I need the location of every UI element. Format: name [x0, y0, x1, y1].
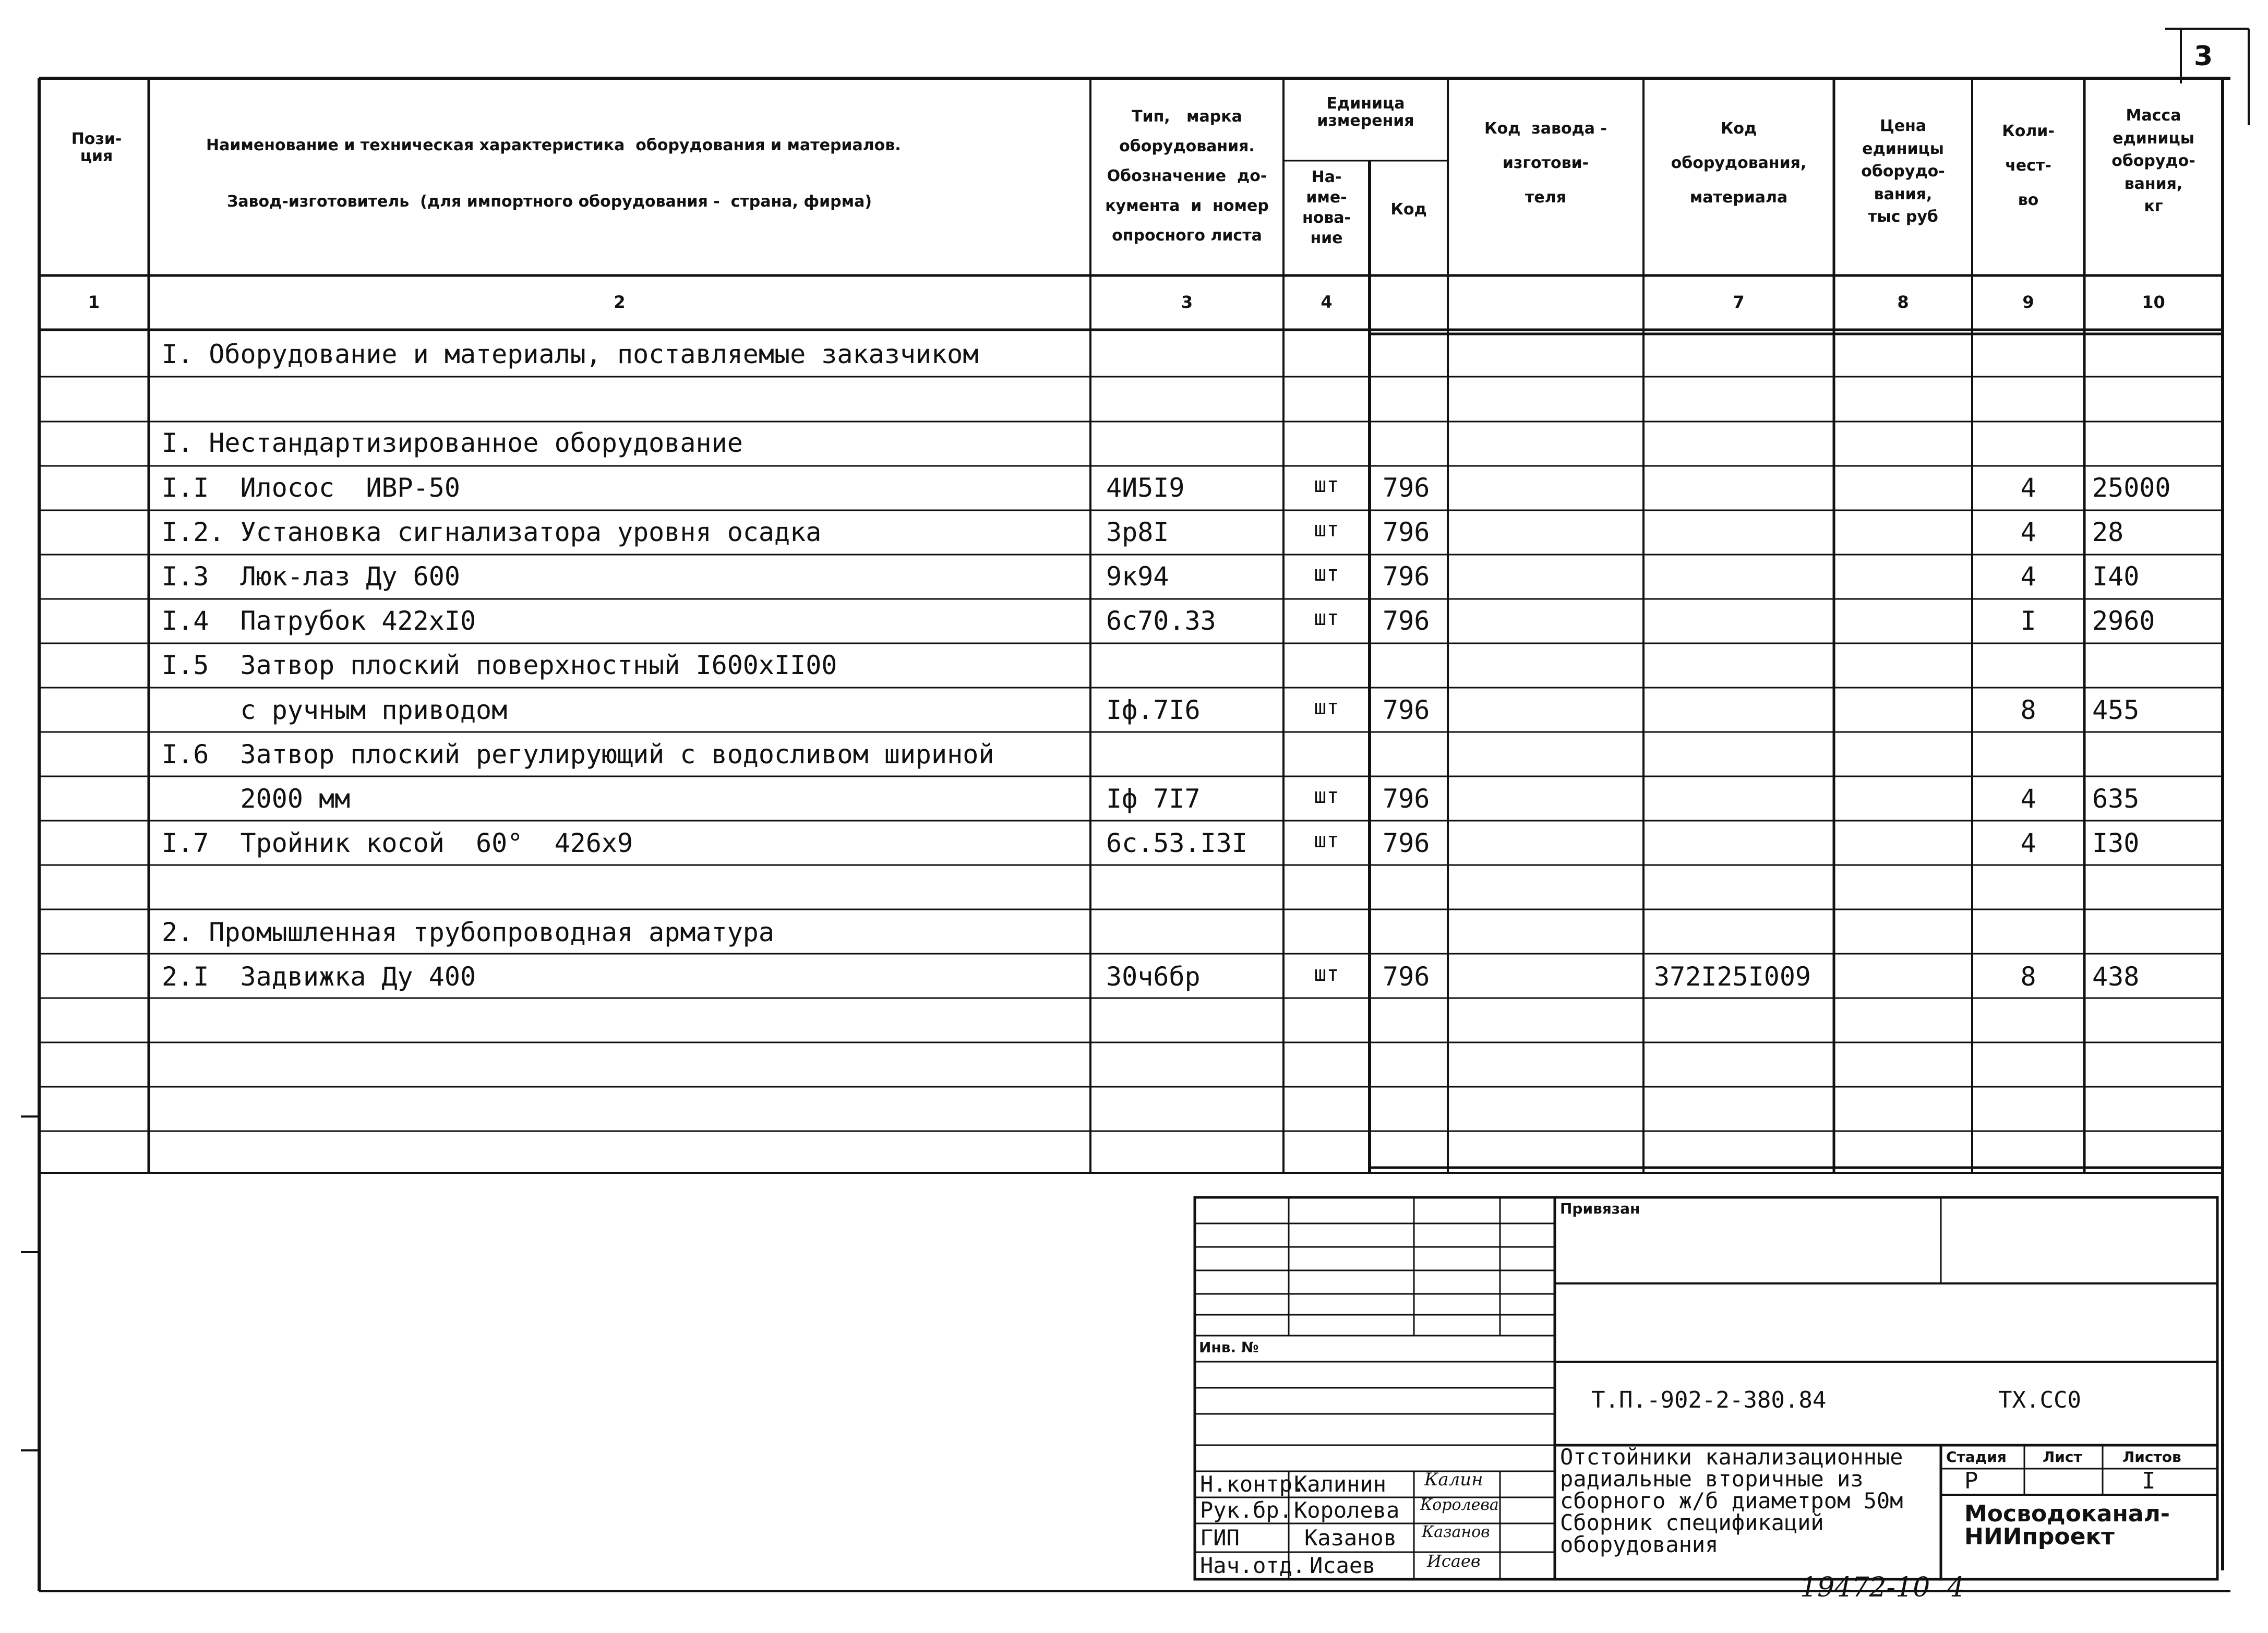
cell-type: 30ч6бр	[1106, 961, 1201, 992]
column-number-3: 3	[1181, 292, 1193, 312]
cell-unit-code: 796	[1383, 561, 1430, 592]
cell-type: 4И5I9	[1106, 472, 1185, 503]
cell-name: с ручным приводом	[162, 694, 508, 725]
cell-type: 6с.53.I3I	[1106, 828, 1247, 859]
cell-unit-code: 796	[1383, 517, 1430, 547]
column-number-9: 9	[2022, 292, 2034, 312]
cell-unit: шт	[1314, 562, 1339, 586]
header-unit-name: На- име- нова- ние	[1302, 168, 1351, 247]
cell-unit: шт	[1314, 473, 1339, 497]
column-number-8: 8	[1897, 292, 1909, 312]
cell-mass: 25000	[2092, 472, 2171, 503]
sign-role-2: Рук.бр.	[1200, 1497, 1293, 1523]
header-price: Цена единицы оборудо- вания, тыс руб	[1861, 117, 1945, 226]
signature-2: Королева	[1420, 1496, 1499, 1514]
cell-name: I.I Илосос ИВР-50	[162, 472, 460, 503]
cell-type: 6с70.33	[1106, 606, 1216, 637]
sign-role-1: Н.контр.	[1200, 1471, 1306, 1497]
cell-mass: I40	[2092, 561, 2140, 592]
signature-1: Калин	[1424, 1469, 1483, 1490]
column-number-10: 10	[2142, 292, 2165, 312]
header-type: Тип, марка оборудования. Обозначение до- кумента и номер опросного листа	[1105, 107, 1269, 245]
sign-name-3: Казанов	[1304, 1525, 1397, 1551]
cell-mass: I30	[2092, 828, 2140, 859]
cell-quantity: 4	[2020, 828, 2036, 859]
signature-3: Казанов	[1422, 1523, 1490, 1541]
column-number-4: 4	[1321, 292, 1333, 312]
cell-unit-code: 796	[1383, 606, 1430, 637]
cell-unit: шт	[1314, 784, 1339, 808]
cell-quantity: 4	[2020, 472, 2036, 503]
sheets-value: I	[2142, 1468, 2156, 1494]
cell-quantity: 8	[2020, 694, 2036, 725]
header-position: Пози- ция	[71, 130, 122, 165]
cell-type: Iф 7I7	[1106, 784, 1201, 814]
cell-name: I. Нестандартизированное оборудование	[162, 428, 743, 459]
inventory-label: Инв. №	[1199, 1339, 1259, 1356]
cell-name: I.5 Затвор плоский поверхностный I600хII00	[162, 650, 837, 681]
signature-4: Исаев	[1427, 1551, 1481, 1571]
sign-name-2: Королева	[1294, 1497, 1400, 1523]
cell-unit-code: 796	[1383, 784, 1430, 814]
sheet-number: 3	[2194, 41, 2213, 72]
cell-unit-code: 796	[1383, 472, 1430, 503]
cell-name: 2.I Задвижка Ду 400	[162, 961, 476, 992]
cell-mass: 2960	[2092, 606, 2155, 637]
sign-role-4: Нач.отд.	[1200, 1553, 1306, 1578]
cell-type: 3р8I	[1106, 517, 1169, 547]
cell-type: 9к94	[1106, 561, 1169, 592]
cell-unit: шт	[1314, 828, 1339, 853]
stage-value: Р	[1964, 1468, 1978, 1494]
document-title: Отстойники канализационные радиальные вторичные из сборного ж/б диаметром 50м Сборник спецификаций оборудования	[1560, 1444, 1903, 1557]
header-equipment-code: Код оборудования, материала	[1671, 119, 1807, 207]
sheets-label: Листов	[2122, 1448, 2181, 1466]
cell-quantity: 4	[2020, 784, 2036, 814]
header-mass: Масса единицы оборудо- вания, кг	[2111, 106, 2195, 215]
cell-quantity: 4	[2020, 517, 2036, 547]
cell-name: I.2. Установка сигнализатора уровня осадка	[162, 517, 822, 547]
document-code: ТХ.СС0	[1998, 1387, 2081, 1413]
cell-quantity: I	[2020, 606, 2036, 637]
cell-name: I.3 Люк-лаз Ду 600	[162, 561, 460, 592]
sign-role-3: ГИП	[1200, 1525, 1240, 1551]
header-name-line1: Наименование и техническая характеристика оборудования и материалов.	[206, 136, 901, 154]
archive-number: 19472-10 4	[1800, 1572, 1965, 1603]
cell-unit: шт	[1314, 606, 1339, 631]
cell-quantity: 4	[2020, 561, 2036, 592]
cell-name: I.7 Тройник косой 60° 426х9	[162, 828, 633, 859]
stage-label: Стадия	[1946, 1448, 2007, 1466]
sign-name-1: Калинин	[1294, 1471, 1387, 1497]
header-name-line2: Завод-изготовитель (для импортного оборудования - страна, фирма)	[227, 193, 872, 211]
organization: Мосводоканал- НИИпроект	[1964, 1500, 2170, 1550]
header-factory-code: Код завода - изготови- теля	[1484, 119, 1607, 207]
cell-mass: 455	[2092, 694, 2140, 725]
header-unit-group: Единица измерения	[1317, 94, 1414, 130]
cell-unit: шт	[1314, 517, 1339, 542]
cell-unit-code: 796	[1383, 961, 1430, 992]
cell-mass: 438	[2092, 961, 2140, 992]
cell-type: Iф.7I6	[1106, 694, 1201, 725]
sign-name-4: Исаев	[1310, 1553, 1376, 1578]
column-number-2: 2	[614, 292, 626, 312]
header-unit-code: Код	[1390, 200, 1427, 219]
cell-name: I.4 Патрубок 422хI0	[162, 606, 476, 637]
cell-unit: шт	[1314, 962, 1339, 986]
cell-mass: 28	[2092, 517, 2124, 547]
cell-quantity: 8	[2020, 961, 2036, 992]
cell-name: 2. Промышленная трубопроводная арматура	[162, 917, 774, 947]
document-number: Т.П.-902-2-380.84	[1591, 1387, 1827, 1413]
cell-name: I. Оборудование и материалы, поставляемые заказчиком	[162, 339, 979, 369]
cell-name: 2000 мм	[162, 784, 351, 814]
cell-unit: шт	[1314, 695, 1339, 719]
linked-label: Привязан	[1560, 1200, 1640, 1217]
column-number-1: 1	[88, 292, 100, 312]
cell-unit-code: 796	[1383, 828, 1430, 859]
cell-mass: 635	[2092, 784, 2140, 814]
sheet-label: Лист	[2043, 1448, 2082, 1466]
cell-name: I.6 Затвор плоский регулирующий с водосливом шириной	[162, 739, 994, 770]
cell-unit-code: 796	[1383, 694, 1430, 725]
cell-equipment-code: 372I25I009	[1654, 961, 1811, 992]
column-number-7: 7	[1733, 292, 1745, 312]
header-quantity: Коли- чест- во	[2002, 122, 2055, 209]
